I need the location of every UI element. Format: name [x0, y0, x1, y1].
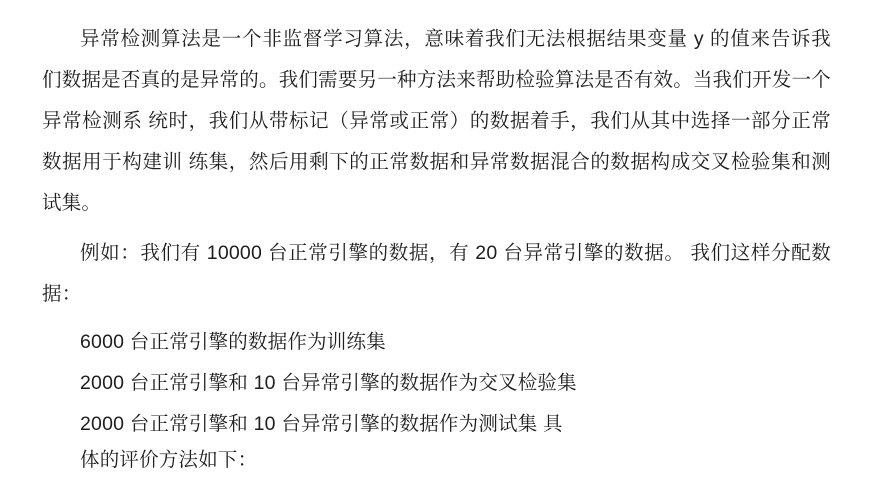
paragraph-1-line-2: 们数据是否真的是异常的。我们需要另一种方法来帮助检验算法是否有效。当我们开发一个	[42, 69, 831, 91]
list-item-cross-validation-set: 2000 台正常引擎和 10 台异常引擎的数据作为交叉检验集	[80, 372, 577, 394]
text-block	[42, 19, 831, 480]
paragraph-2-line-2: 据：	[42, 283, 82, 305]
paragraph-1-line-5: 试集。	[42, 192, 102, 214]
paragraph-1-line-4: 数据用于构建训 练集，然后用剩下的正常数据和异常数据混合的数据构成交叉检验集和测	[42, 151, 831, 173]
paragraph-1-line-1: 异常检测算法是一个非监督学习算法，意味着我们无法根据结果变量 y 的值来告诉我	[80, 28, 831, 50]
paragraph-2-line-1: 例如：我们有 10000 台正常引擎的数据，有 20 台异常引擎的数据。 我们这样分配数	[80, 242, 831, 264]
list-item-test-set: 2000 台正常引擎和 10 台异常引擎的数据作为测试集 具	[80, 413, 563, 435]
list-item-evaluation-intro: 体的评价方法如下：	[80, 449, 258, 471]
list-item-training-set: 6000 台正常引擎的数据作为训练集	[80, 331, 386, 353]
paragraph-1-line-3: 异常检测系 统时，我们从带标记（异常或正常）的数据着手，我们从其中选择一部分正常	[42, 110, 831, 132]
